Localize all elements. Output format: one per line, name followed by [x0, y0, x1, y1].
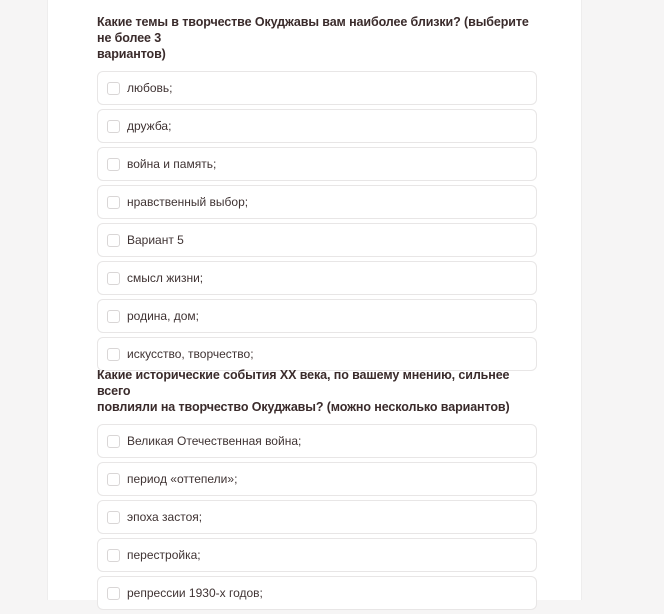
checkbox-icon[interactable]	[107, 158, 120, 171]
option-label: дружба;	[127, 119, 172, 133]
option-label: репрессии 1930-х годов;	[127, 586, 263, 600]
option-great-patriotic-war[interactable]	[97, 424, 537, 458]
option-label: Великая Отечественная война;	[127, 434, 302, 448]
option-variant-5[interactable]	[97, 223, 537, 257]
checkbox-icon[interactable]	[107, 473, 120, 486]
option-thaw-period[interactable]	[97, 462, 537, 496]
checkbox-icon[interactable]	[107, 234, 120, 247]
checkbox-icon[interactable]	[107, 549, 120, 562]
option-love[interactable]	[97, 71, 537, 105]
option-war-and-memory[interactable]	[97, 147, 537, 181]
option-perestroika[interactable]	[97, 538, 537, 572]
question-title-line2: повлияли на творчество Окуджавы? (можно несколько вариантов)	[97, 400, 510, 414]
question-themes	[97, 14, 537, 375]
checkbox-icon[interactable]	[107, 120, 120, 133]
question-title-line1: Какие темы в творчестве Окуджавы вам наиболее близки? (выберите не более 3	[97, 15, 529, 45]
option-label: нравственный выбор;	[127, 195, 249, 209]
checkbox-icon[interactable]	[107, 196, 120, 209]
option-label: период «оттепели»;	[127, 472, 238, 486]
question-title-line2: вариантов)	[97, 47, 166, 61]
checkbox-icon[interactable]	[107, 272, 120, 285]
option-meaning-of-life[interactable]	[97, 261, 537, 295]
option-label: смысл жизни;	[127, 271, 204, 285]
options-list	[97, 424, 537, 610]
checkbox-icon[interactable]	[107, 82, 120, 95]
checkbox-icon[interactable]	[107, 435, 120, 448]
option-repressions-1930s[interactable]	[97, 576, 537, 610]
option-label: искусство, творчество;	[127, 347, 254, 361]
option-label: война и память;	[127, 157, 217, 171]
option-label: родина, дом;	[127, 309, 200, 323]
option-friendship[interactable]	[97, 109, 537, 143]
option-label: эпоха застоя;	[127, 510, 203, 524]
option-art-creativity[interactable]	[97, 337, 537, 371]
survey-form-card	[47, 0, 582, 600]
option-moral-choice[interactable]	[97, 185, 537, 219]
option-stagnation-era[interactable]	[97, 500, 537, 534]
question-historical-events	[97, 367, 537, 614]
question-title	[97, 14, 537, 62]
checkbox-icon[interactable]	[107, 348, 120, 361]
options-list	[97, 71, 537, 371]
option-homeland[interactable]	[97, 299, 537, 333]
option-label: Вариант 5	[127, 233, 184, 247]
checkbox-icon[interactable]	[107, 587, 120, 600]
option-label: любовь;	[127, 81, 173, 95]
checkbox-icon[interactable]	[107, 511, 120, 524]
question-title-line1: Какие исторические события XX века, по вашему мнению, сильнее всего	[97, 368, 510, 398]
checkbox-icon[interactable]	[107, 310, 120, 323]
question-title	[97, 367, 537, 415]
option-label: перестройка;	[127, 548, 201, 562]
